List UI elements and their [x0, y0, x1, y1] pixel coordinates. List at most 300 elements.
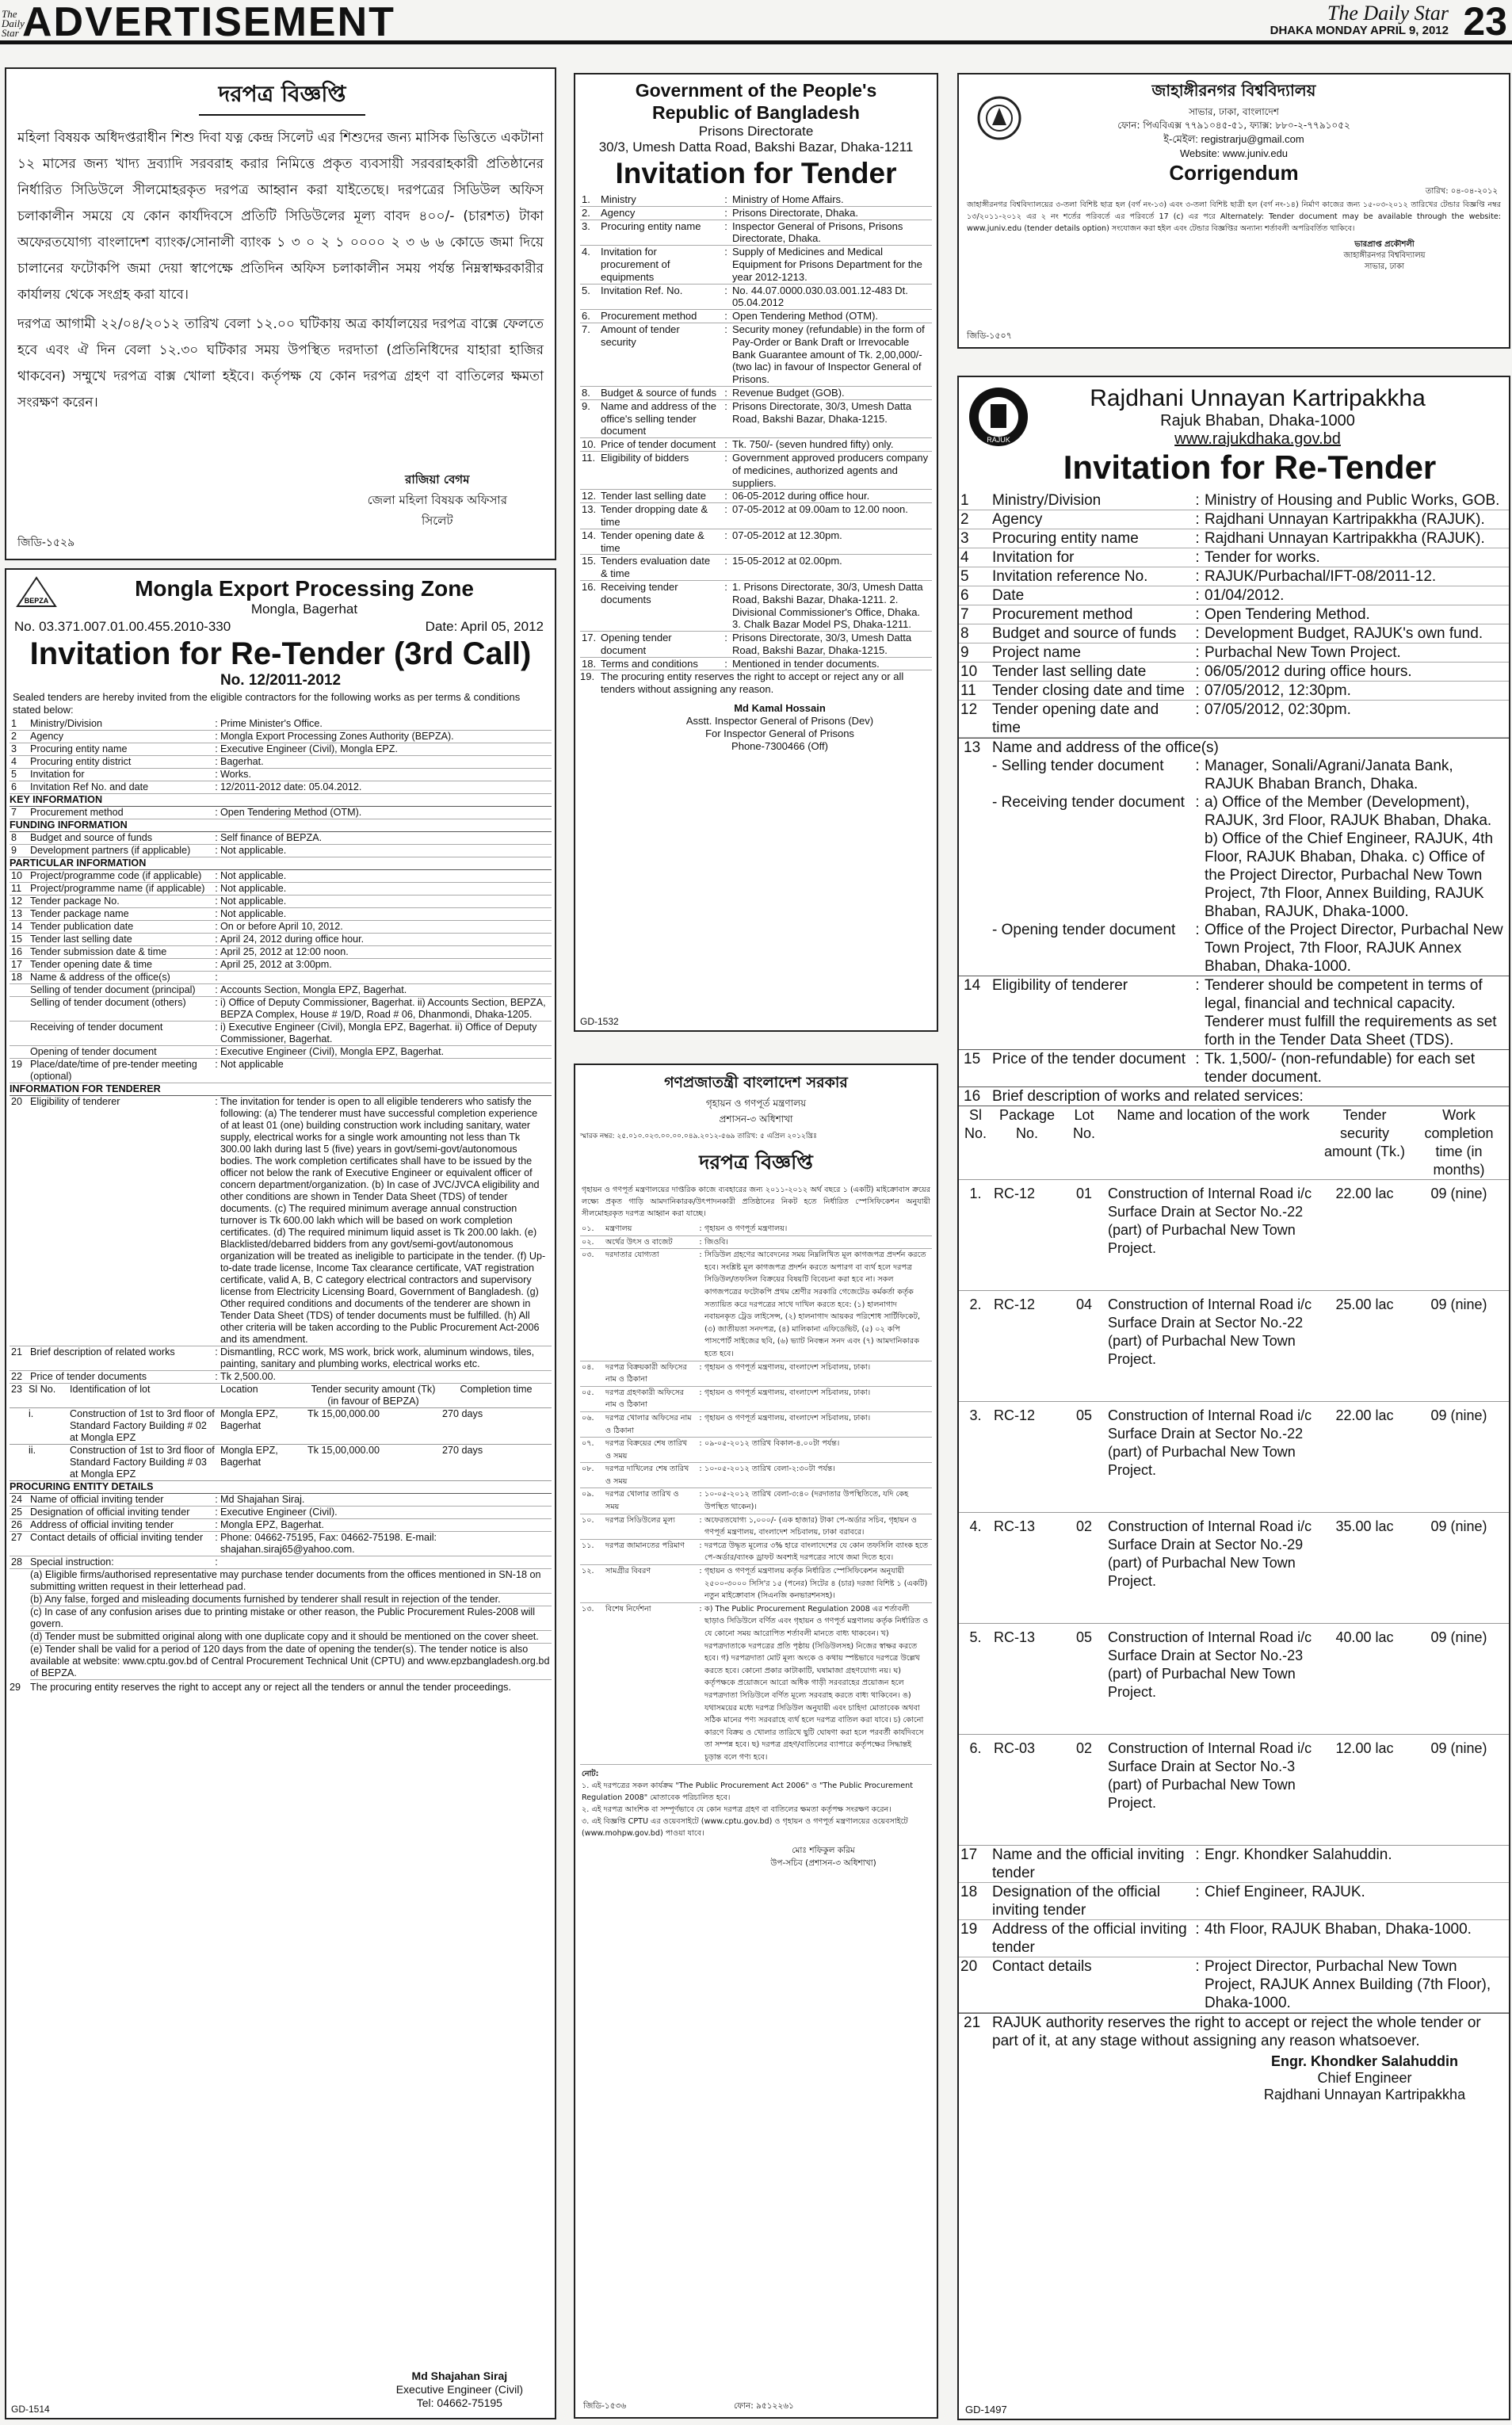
- row-value: [220, 972, 552, 983]
- table-row: [10, 972, 552, 984]
- row-key: Project name: [992, 644, 1081, 661]
- lot-id: Construction of 1st to 3rd floor of Standard Factory Building # 02 at Mongla EPZ: [68, 1408, 219, 1445]
- pk-time: 09 (nine): [1409, 1180, 1509, 1291]
- row-no: 5: [11, 769, 17, 780]
- row-no: ১০.: [582, 1515, 594, 1525]
- row-colon: :: [699, 1490, 702, 1499]
- row-no: 3: [11, 743, 17, 754]
- row-no: 9.: [582, 399, 590, 412]
- table-row: [959, 1735, 1509, 1846]
- row-colon: :: [215, 959, 218, 970]
- row-no: 15: [964, 1051, 981, 1067]
- row-key: দরপত্র জামানতের পরিমাণ: [605, 1541, 685, 1550]
- table-row: [959, 529, 1509, 548]
- table-row: [10, 934, 552, 946]
- row-value: Mongla EPZ, Bagerhat.: [220, 1519, 324, 1530]
- table-row: [10, 1371, 552, 1384]
- row-no: ০৪.: [582, 1362, 594, 1372]
- table-row: [959, 491, 1509, 510]
- table-row: [580, 246, 932, 284]
- gd-code: GD-1532: [580, 1016, 619, 1027]
- pk-work: Construction of Internal Road i/c Surface Drain at Sector No.-22 (part) of Purbachal New Town Project.: [1106, 1291, 1320, 1402]
- lot-location: Mongla EPZ, Bagerhat: [219, 1445, 306, 1481]
- row-no: ০৭.: [582, 1439, 594, 1449]
- gd-code: জিডি-১৫৩৬: [583, 2401, 627, 2411]
- info-table: [6, 718, 555, 1384]
- row-colon: :: [215, 845, 218, 856]
- row-value: Not applicable.: [220, 908, 287, 919]
- row-value: Works.: [220, 769, 251, 780]
- sig-desig: Asstt. Inspector General of Prisons (Dev): [685, 715, 874, 728]
- intro: গৃহায়ন ও গণপূর্ত মন্ত্রণালয়ের দাপ্তরিক কাজে ব্যবহারের জন্য ২০১১-২০১২ অর্থ বছরে ১ (একটি) মাইক্রোবাস ক্রয়ের লক্ষ্যে প্রকৃত গাড়ি আমদানিকারক/উৎপাদনকারী প্রতিষ্ঠানের নিকট হতে নির্ধারিত স্পেসিফিকেশন অনুযায়ী সীলমোহরকৃত দরপত্র আহ্বান করা যাচ্ছে।: [582, 1186, 930, 1218]
- row-key: Price of the tender document: [992, 1051, 1186, 1067]
- mongla-epz-tender: [5, 568, 556, 2419]
- ministry: গৃহায়ন ও গণপূর্ত মন্ত্রণালয়: [705, 1098, 807, 1109]
- pk-head-pkg: Package No.: [992, 1106, 1062, 1180]
- row-key: Agency: [992, 511, 1043, 528]
- row-no: 12: [11, 896, 23, 907]
- bepza-logo: [14, 575, 59, 609]
- row-value: RAJUK/Purbachal/IFT-08/2011-12.: [1205, 568, 1437, 585]
- table-row: [959, 682, 1509, 701]
- row-colon: :: [215, 997, 218, 1008]
- rajuk-tender: [957, 376, 1510, 2420]
- row-no: 25: [11, 1507, 23, 1518]
- pk-work: Construction of Internal Road i/c Surface Drain at Sector No.-29 (part) of Purbachal New Town Project.: [1106, 1513, 1320, 1624]
- lot-security: Tk 15,00,000.00: [306, 1408, 441, 1445]
- row-value: ১০-০৫-২০১২ তারিখ বেলা-২:৩০টা পর্যন্ত।: [704, 1465, 835, 1474]
- row-no: 7: [11, 807, 17, 818]
- row-key: Brief description of related works: [30, 1346, 175, 1358]
- special-item: (e) Tender shall be valid for a period of 120 days from the date of opening the tender(s). The tender notice is also available at website: www.cptu.gov.bd of Central Procurement Technical Unit (CPTU) and www.epzbangladesh.org.bd of BEPZA.: [30, 1644, 552, 1680]
- row-key: Procurement method: [992, 606, 1133, 623]
- row-value: গৃহায়ন ও গণপূর্ত মন্ত্রণালয় কর্তৃক নির্ধারিত স্পেসিফিকেশন অনুযায়ী ২৫০০-৩০০০ সিসি'র ১৫ (পনের) সিটের ৪ (চার) দরজা বিশিষ্ট ১ (একটি) নতুন মাইক্রোবাস (সিএনজি কনভারশনসহ)।: [704, 1567, 928, 1601]
- lot-table: [10, 1384, 552, 1481]
- r13-text: Name and address of the office(s): [992, 739, 1219, 756]
- table-row: [10, 731, 552, 743]
- r21-text: RAJUK authority reserves the right to accept or reject the whole tender or part of it, at any stage without assigning any reason whatsoever.: [992, 2014, 1481, 2049]
- lot-head-loc: Location: [219, 1384, 306, 1408]
- signature: [959, 239, 1509, 273]
- org-website: www.rajukdhaka.gov.bd: [1174, 430, 1341, 448]
- row-no: 5.: [582, 284, 590, 296]
- table-row: [10, 946, 552, 959]
- row-colon: :: [215, 1494, 218, 1505]
- row-value: Open Tendering Method (OTM).: [732, 310, 879, 323]
- row-no: 14: [964, 977, 981, 994]
- row-key: Address of the official inviting tender: [992, 1921, 1187, 1956]
- pk-lot: 05: [1062, 1402, 1106, 1513]
- row-value: Executive Engineer (Civil), Mongla EPZ.: [220, 743, 398, 754]
- uni-website: Website: www.juniv.edu: [1179, 147, 1289, 159]
- table-row: [580, 503, 932, 529]
- row-no: 21: [11, 1346, 23, 1358]
- row-value: Prime Minister's Office.: [220, 718, 323, 729]
- pk-sl: 1.: [959, 1180, 992, 1291]
- row-no: 13.: [582, 503, 597, 516]
- table-row: [959, 1957, 1509, 2013]
- row-no: 19: [11, 1059, 23, 1070]
- row-colon: :: [215, 984, 218, 995]
- row-no: 2.: [582, 206, 590, 219]
- row-colon: :: [215, 1059, 218, 1070]
- row-value: Mongla Export Processing Zones Authority (BEPZA).: [220, 731, 454, 742]
- info-table: [575, 1220, 937, 1765]
- row-colon: :: [724, 323, 727, 335]
- row-no: ০৮.: [582, 1465, 594, 1474]
- row-key: সামগ্রীর বিবরণ: [605, 1567, 651, 1576]
- row-no: 11: [11, 883, 22, 894]
- row-colon: :: [1195, 977, 1200, 994]
- note-item: ৩. এই বিজ্ঞপ্তি CPTU এর ওয়েবসাইটে (www.cptu.gov.bd) ও গৃহায়ন ও গণপূর্ত মন্ত্রণালয়ের ওয়েবসাইটে (www.mohpw.gov.bd) পাওয়া যাবে।: [582, 1816, 908, 1838]
- row-colon: :: [724, 529, 727, 541]
- row-key: Project/programme name (if applicable): [30, 883, 205, 894]
- section-heading: FUNDING INFORMATION: [10, 819, 552, 832]
- row-no: ০৫.: [582, 1388, 594, 1397]
- row-key: Tender opening date & time: [30, 959, 153, 970]
- row-value: Tk. 750/- (seven hundred fifty) only.: [732, 438, 894, 451]
- row-colon: :: [699, 1604, 702, 1613]
- row-key: দরপত্র খোলার তারিখ ও সময়: [605, 1490, 679, 1512]
- row-no: ১১.: [582, 1541, 594, 1550]
- row-colon: :: [215, 883, 218, 894]
- row-colon: :: [699, 1237, 702, 1247]
- page-number: 23: [1463, 0, 1507, 44]
- row-value: Government approved producers company of medicines, authorized agents and suppliers.: [732, 451, 929, 489]
- row-no: 17.: [582, 632, 597, 644]
- row-value: On or before April 10, 2012.: [220, 921, 343, 932]
- row-value: গৃহায়ন ও গণপূর্ত মন্ত্রণালয়, বাংলাদেশ সচিবালয়, ঢাকা।: [704, 1388, 871, 1397]
- table-row: [959, 1049, 1509, 1086]
- gov-title: গণপ্রজাতন্ত্রী বাংলাদেশ সরকার: [664, 1074, 848, 1091]
- row-colon: :: [1195, 794, 1200, 811]
- row-value: No. 44.07.0000.030.03.001.12-483 Dt. 05.04.2012: [732, 284, 908, 309]
- row-colon: :: [724, 399, 727, 412]
- row-no: 6.: [582, 310, 590, 323]
- row-no: 4.: [582, 246, 590, 258]
- row-key: Tender opening date and time: [992, 701, 1159, 736]
- pk-package: RC-13: [992, 1624, 1062, 1735]
- row-colon: :: [215, 972, 218, 983]
- row-21: 21 RAJUK authority reserves the right to accept or reject the whole tender or part of it, at any stage without assigning any reason whatsoever.: [959, 2013, 1509, 2050]
- row-no: 12.: [582, 490, 597, 502]
- row-value: গৃহায়ন ও গণপূর্ত মন্ত্রণালয়, বাংলাদেশ সচিবালয়, ঢাকা।: [704, 1362, 871, 1372]
- jahangirnagar-corrigendum: [957, 73, 1510, 349]
- row-colon: :: [1195, 1846, 1200, 1863]
- table-row: [959, 567, 1509, 586]
- row-key: Invitation for: [992, 549, 1075, 566]
- row-key: দরপত্র খোলার অফিসের নাম ও ঠিকানা: [605, 1413, 692, 1435]
- row-no: ০৬.: [582, 1413, 594, 1423]
- row-key: দরপত্র বিক্রয়কারী অফিসের নাম ও ঠিকানা: [605, 1362, 687, 1384]
- row-value: Prisons Directorate, 30/3, Umesh Datta Road, Bakshi Bazar, Dhaka-1215.: [732, 399, 912, 425]
- uni-name: জাহাঙ্গীরনগর বিশ্ববিদ্যালয়: [1151, 81, 1316, 100]
- row-value: 12/2011-2012 date: 05.04.2012.: [220, 781, 362, 792]
- row-no: 14.: [582, 529, 597, 541]
- row-no: 2: [960, 511, 969, 528]
- pk-time: 09 (nine): [1409, 1624, 1509, 1735]
- row-no: 9: [960, 644, 969, 661]
- row-key: Eligibility of bidders: [601, 451, 689, 464]
- table-row: [580, 1463, 932, 1488]
- prisons-tender: [574, 73, 938, 1032]
- table-row: [580, 1223, 932, 1236]
- row-colon: :: [215, 1519, 218, 1530]
- row-colon: :: [215, 769, 218, 780]
- section-heading: PROCURING ENTITY DETAILS: [10, 1481, 552, 1494]
- row-colon: :: [215, 1507, 218, 1518]
- table-row: [959, 624, 1509, 643]
- rajuk-logo: [967, 385, 1030, 449]
- row-key: Receiving tender documents: [601, 580, 678, 605]
- row-key: Designation of official inviting tender: [30, 1507, 190, 1518]
- row-no: ০৩.: [582, 1251, 594, 1260]
- row-colon: :: [699, 1465, 702, 1474]
- row-key: Procuring entity name: [992, 530, 1139, 547]
- row-key: Procurement method: [601, 310, 697, 323]
- row-key: দরপত্র গ্রহণকারী অফিসের নাম ও ঠিকানা: [605, 1388, 685, 1410]
- uni-place: সাভার, ঢাকা, বাংলাদেশ: [1189, 106, 1279, 117]
- bn-tender-notice: [5, 67, 556, 560]
- row-no: 24: [11, 1494, 23, 1505]
- gd-code: GD-1497: [965, 2404, 1007, 2415]
- row-colon: :: [215, 731, 218, 742]
- pk-time: 09 (nine): [1409, 1402, 1509, 1513]
- page-header: [0, 0, 1512, 44]
- row-no: 7.: [582, 323, 590, 335]
- row-key: Receiving of tender document: [30, 1022, 163, 1033]
- special-instructions: [6, 1569, 555, 1680]
- table-row: [959, 757, 1509, 793]
- table-row: [10, 870, 552, 883]
- row-colon: :: [1195, 549, 1200, 566]
- row-key: Invitation reference No.: [992, 568, 1148, 585]
- sig-place: সাভার, ঢাকা: [1364, 262, 1405, 271]
- gd-code: জিডি-১৫২৯: [17, 537, 75, 549]
- pk-lot: 04: [1062, 1291, 1106, 1402]
- row-key: বিশেষ নির্দেশনা: [605, 1604, 651, 1613]
- row-key: Ministry/Division: [992, 492, 1102, 509]
- pk-sl: 2.: [959, 1291, 992, 1402]
- pk-package: RC-12: [992, 1402, 1062, 1513]
- lot-time: 270 days: [441, 1445, 552, 1481]
- signature: [959, 2053, 1509, 2103]
- row-no: 15: [11, 934, 23, 945]
- table-row: [10, 718, 552, 731]
- row-colon: :: [215, 781, 218, 792]
- pk-head-time: Work completion time (in months): [1409, 1106, 1509, 1180]
- row-value: Development Budget, RAJUK's own fund.: [1205, 625, 1483, 642]
- row-value: Not applicable.: [220, 845, 287, 856]
- table-row: [580, 1412, 932, 1438]
- pk-sl: 6.: [959, 1735, 992, 1846]
- table-row: [10, 845, 552, 857]
- signature: [575, 1844, 937, 1869]
- row-key: Terms and conditions: [601, 657, 698, 670]
- housing-ministry-tender: [574, 1064, 938, 2419]
- row-value: ক) The Public Procurement Regulation 2008 এর শর্তাবলী ছাড়াও সিডিউলে বর্ণিত এবং গৃহায়ন ও গণপূর্ত মন্ত্রণালয় কর্তৃক নির্ধারিত ও যে কোনো সময় আরোপিত শর্তাবলী মানতে বাধ্য থাকবেন। খ) দরপত্রদাতাকে দরপত্রের প্রতি পৃষ্ঠায় (সিডিউলসহ) নিজের স্বাক্ষর করতে হবে। গ) দরপত্রদাতা মোট মূল্য অংকে ও কথায় স্পষ্টভাবে দরপত্রে উল্লেখ করতে হবে। কোনো প্রকার কাটাকাটি, ঘষামাজা গ্রহণযোগ্য নয়। ঘ) কর্তৃপক্ষকে প্রয়োজনে আরো অধিক গাড়ী সরবরাহের প্রয়োজন হলে দরপত্রদাতা সিডিউলে বর্ণিত মূল্যে সরবরাহ করতে বাধ্য থাকিবেন। ঙ) যথাসময়ের মধ্যে দরপত্র সিডিউল অনুযায়ী এবং চাহিদা মোতাবেক অথবা সঠিক মানের পণ্য সরবরাহে ব্যর্থ হলে দরপত্র বাতিল করা যাবে। চ) কোনো কারণে বিক্রয় ও খোলার তারিখে ছুটি ঘোষণা করা হলে পরবর্তী কার্যদিবসে তা সম্পন্ন হবে। ছ) দরপত্র গ্রহণ/বাতিলের ব্যাপারে কর্তৃপক্ষের সিদ্ধান্তই চূড়ান্ত বলে গণ্য হবে।: [704, 1604, 929, 1762]
- row-13: 13 Name and address of the office(s): [959, 738, 1509, 757]
- row-colon: :: [699, 1567, 702, 1576]
- row-no: 12: [960, 701, 978, 718]
- uni-email: ই-মেইল: registrarju@gmail.com: [1163, 133, 1304, 145]
- lot-head-sec: Tender security amount (Tk) (in favour of BEPZA): [306, 1384, 441, 1408]
- row-value: The invitation for tender is open to all eligible tenderers who satisfy the following: (a) The tenderer must have successful completion experience of at least 01 (one) building construction work including sanitary, water supply, electrical works for a single work amounting not less than Tk 300.00 lakh during last 5 (five) years in govt/semi-govt/autonomous bodies. The work completion certificates shall have to be issued by the officer not below the rank of Executive Engineer or equivalent officer of concern department/organization. (b) In case of JVC/JVCA eligibility and other conditions are shown in Tender Data Sheet (TDS) of tender documents. (c) The required minimum average annual construction turnover is Tk 600.00 lakh which will be based on work completion certificates. (d) The required minimum liquid asset is Tk 200.00 lakh. (e) Blacklisted/debarred bidders from any govt/semi-govt/autonomous organization will be treated as ineligible to participate in the tender. (f) Up-to-date trade license, Income Tax clearance certificate, VAT registration certificate, valid A, B, C category electrical contractors and supervisory license from Electricity Licensing Board, Government of Bangladesh. (g) Other required conditions and documents of the tenderer are shown in Tender Data Sheet (TDS) of tender documents must be fulfilled. (h) All other criteria will be taken according to the Public Procurement Act-2006 and its amendment.: [220, 1096, 546, 1345]
- row-colon: :: [724, 310, 727, 323]
- row-colon: :: [215, 743, 218, 754]
- org-sub: Mongla, Bagerhat: [250, 601, 358, 617]
- row-no: 2: [11, 731, 17, 742]
- dateline: DHAKA MONDAY APRIL 9, 2012: [1270, 24, 1449, 37]
- row-key: Procuring entity name: [601, 220, 701, 232]
- pk-lot: 05: [1062, 1624, 1106, 1735]
- notes: [575, 1765, 937, 1839]
- package-table: [959, 1106, 1509, 1846]
- row-no: 8: [11, 832, 17, 843]
- row-value: Open Tendering Method.: [1205, 606, 1370, 623]
- table-row: [580, 529, 932, 556]
- ref-date: Date: April 05, 2012: [425, 619, 544, 634]
- row-19: 19. The procuring entity reserves the right to accept or reject any or all tenders without assigning any reason.: [575, 670, 937, 696]
- row-no: 22: [11, 1371, 23, 1382]
- address: 30/3, Umesh Datta Road, Bakshi Bazar, Dhaka-1211: [598, 139, 914, 155]
- memo: স্মারক নম্বর: ২৫.০১০.০২৩.০০.০০.০৪৯.২০১২-৫৬৯ তারিখ: ৫ এপ্রিল ২০১২খ্রিঃ: [580, 1132, 817, 1140]
- row-key: - Selling tender document: [992, 758, 1164, 774]
- row-key: মন্ত্রণালয়: [605, 1224, 632, 1233]
- table-row: [10, 921, 552, 934]
- pk-head-sec: Tender security amount (Tk.): [1320, 1106, 1409, 1180]
- row-value: 4th Floor, RAJUK Bhaban, Dhaka-1000.: [1205, 1921, 1472, 1938]
- row-no: 6: [11, 781, 17, 792]
- section-heading: PARTICULAR INFORMATION: [10, 857, 552, 870]
- row-value: জিওবি।: [704, 1237, 728, 1247]
- row-no: 10: [11, 870, 23, 881]
- sig-for: For Inspector General of Prisons: [705, 728, 854, 740]
- row-key: Project/programme code (if applicable): [30, 870, 202, 881]
- row-key: Eligibility of tenderer: [992, 977, 1128, 994]
- row-colon: :: [215, 832, 218, 843]
- table-row: [580, 220, 932, 246]
- pk-time: 09 (nine): [1409, 1291, 1509, 1402]
- info-table: [959, 491, 1509, 738]
- row-colon: :: [1195, 1958, 1200, 1975]
- row-key: Tenders evaluation date & time: [601, 555, 711, 580]
- gd-code: জিডি-১৫০৭: [967, 330, 1012, 341]
- row-key: Tender dropping date & time: [601, 503, 708, 528]
- row-key: Tender submission date & time: [30, 946, 167, 957]
- row-colon: :: [724, 220, 727, 232]
- row-no: 10: [960, 663, 978, 680]
- row-colon: :: [1195, 530, 1200, 547]
- pk-security: 40.00 lac: [1320, 1624, 1409, 1735]
- row-no: 17: [11, 959, 23, 970]
- row-colon: :: [699, 1388, 702, 1397]
- row-value: 07-05-2012 at 09.00am to 12.00 noon.: [732, 503, 908, 516]
- table-row: [10, 1059, 552, 1083]
- org-title: Mongla Export Processing Zone: [135, 576, 474, 601]
- row-value: Tenderer should be competent in terms of legal, financial and technical capacity. Tenderer must fulfill the requirements as set forth in the Tender Data Sheet (TDS).: [1205, 977, 1497, 1048]
- row-no: 4: [11, 756, 17, 767]
- row-key: - Opening tender document: [992, 922, 1176, 938]
- pk-lot: 02: [1062, 1513, 1106, 1624]
- row-no: 26: [11, 1519, 23, 1530]
- row-key: Date: [992, 587, 1025, 604]
- row-no: ১৩.: [582, 1604, 594, 1613]
- row-no: 9: [11, 845, 17, 856]
- row-value: ০৯-০৫-২০১২ তারিখ বিকাল-৪.০০টা পর্যন্ত।: [704, 1439, 840, 1449]
- table-row: [959, 1180, 1509, 1291]
- row-value: Not applicable.: [220, 870, 287, 881]
- row-value: Chief Engineer, RAJUK.: [1205, 1884, 1365, 1900]
- pk-sl: 3.: [959, 1402, 992, 1513]
- pk-work: Construction of Internal Road i/c Surface Drain at Sector No.-3 (part) of Purbachal New Town Project.: [1106, 1735, 1320, 1846]
- table-row: [10, 908, 552, 921]
- note-item: ১. এই দরপত্রের সকল কার্যক্রম "The Public Procurement Act 2006" ও "The Public Procurement Regulation 2008" মোতাবেক পরিচালিত হবে।: [582, 1781, 914, 1802]
- table-row: [10, 832, 552, 845]
- row-value: গৃহায়ন ও গণপূর্ত মন্ত্রণালয়।: [704, 1224, 788, 1233]
- row-key: Invitation Ref. No.: [601, 284, 683, 296]
- table-row: [580, 207, 932, 220]
- row-no: 13: [11, 908, 23, 919]
- row-colon: :: [724, 490, 727, 502]
- table-row: [959, 605, 1509, 624]
- row-colon: :: [699, 1362, 702, 1372]
- lot-head-id: Identification of lot: [68, 1384, 219, 1408]
- row-colon: :: [215, 908, 218, 919]
- row-colon: :: [1195, 511, 1200, 528]
- row-colon: :: [215, 946, 218, 957]
- pk-security: 25.00 lac: [1320, 1291, 1409, 1402]
- row-colon: :: [699, 1541, 702, 1550]
- row-colon: :: [1195, 922, 1200, 938]
- row-key: Agency: [30, 731, 64, 742]
- row-key: Designation of the official inviting tender: [992, 1884, 1160, 1919]
- row-colon: :: [1195, 492, 1200, 509]
- row-no: 23: [10, 1384, 27, 1408]
- info-table: [575, 193, 937, 670]
- row-indent: [959, 757, 992, 793]
- table-row: [10, 1556, 552, 1569]
- table-row: [959, 976, 1509, 1049]
- table-row: [580, 1438, 932, 1463]
- row-value: Rajdhani Unnayan Kartripakkha (RAJUK).: [1205, 530, 1485, 547]
- pk-lot: 01: [1062, 1180, 1106, 1291]
- row-colon: :: [215, 1046, 218, 1057]
- pk-work: Construction of Internal Road i/c Surface Drain at Sector No.-22 (part) of Purbachal New Town Project.: [1106, 1402, 1320, 1513]
- pk-time: 09 (nine): [1409, 1735, 1509, 1846]
- row-value: সিডিউল গ্রহণের আবেদনের সময় নিম্নলিখিত মূল কাগজপত্র প্রদর্শন করতে হবে। সংশ্লিষ্ট মূল কাগজপত্র প্রদর্শন করতে অপারগ বা ব্যর্থ হলে দরপত্র সিডিউল/তফসিল বিক্রয়ের বিষয়টি বিবেচনা করা হবে না। সকল কাগজপত্রের ফটোকপি প্রথম শ্রেণীর সরকারি গেজেটেড কর্মকর্তা কর্তৃক সত্যায়িত করে দরপত্রের সাথে দাখিল করতে হবে: (১) হালনাগাদ নবায়নকৃত ট্রেড লাইসেন্স, (২) হালনাগাদ আয়কর পরিশোধ সার্টিফিকেট, (৩) জাতীয়তা সনদপত্র, (৪) মালিকানা এফিডেভিট, (৫) ০২ কপি পাসপোর্ট সাইজের ছবি, (৬) ভ্যাট নিবন্ধন সনদ এবং (৭) আমদানিকারক হতে হবে।: [704, 1251, 926, 1358]
- table-row: [580, 400, 932, 438]
- row-colon: :: [724, 632, 727, 644]
- org-address: Rajuk Bhaban, Dhaka-1000: [1160, 412, 1355, 430]
- row-key: Budget & source of funds: [601, 386, 716, 399]
- lot-spacer: [10, 1445, 27, 1481]
- row-colon: :: [724, 246, 727, 258]
- row-colon: :: [699, 1439, 702, 1449]
- sig-name: রাজিয়া বেগম: [405, 472, 470, 487]
- row-key: Opening tender document: [601, 632, 672, 656]
- lot-sl: i.: [27, 1408, 68, 1445]
- pk-security: 22.00 lac: [1320, 1402, 1409, 1513]
- row-colon: :: [724, 555, 727, 567]
- row-key: Contact details: [992, 1958, 1092, 1975]
- table-row: [959, 701, 1509, 738]
- table-row: [10, 1346, 552, 1371]
- row-value: a) Office of the Member (Development), RAJUK, 3rd Floor, RAJUK Bhaban, Dhaka. b) Office of the Chief Engineer, RAJUK, 4th Floor, RAJUK Bhaban, Dhaka. c) Office of the Project Director, Purbachal New Town Project, 7th Floor, Annex Building, RAJUK Bhaban, RAJUK, Dhaka-1000.: [1205, 794, 1494, 920]
- row-value: Rajdhani Unnayan Kartripakkha (RAJUK).: [1205, 511, 1485, 528]
- table-row: [10, 883, 552, 896]
- sig-org: Rajdhani Unnayan Kartripakkha: [1263, 2087, 1466, 2102]
